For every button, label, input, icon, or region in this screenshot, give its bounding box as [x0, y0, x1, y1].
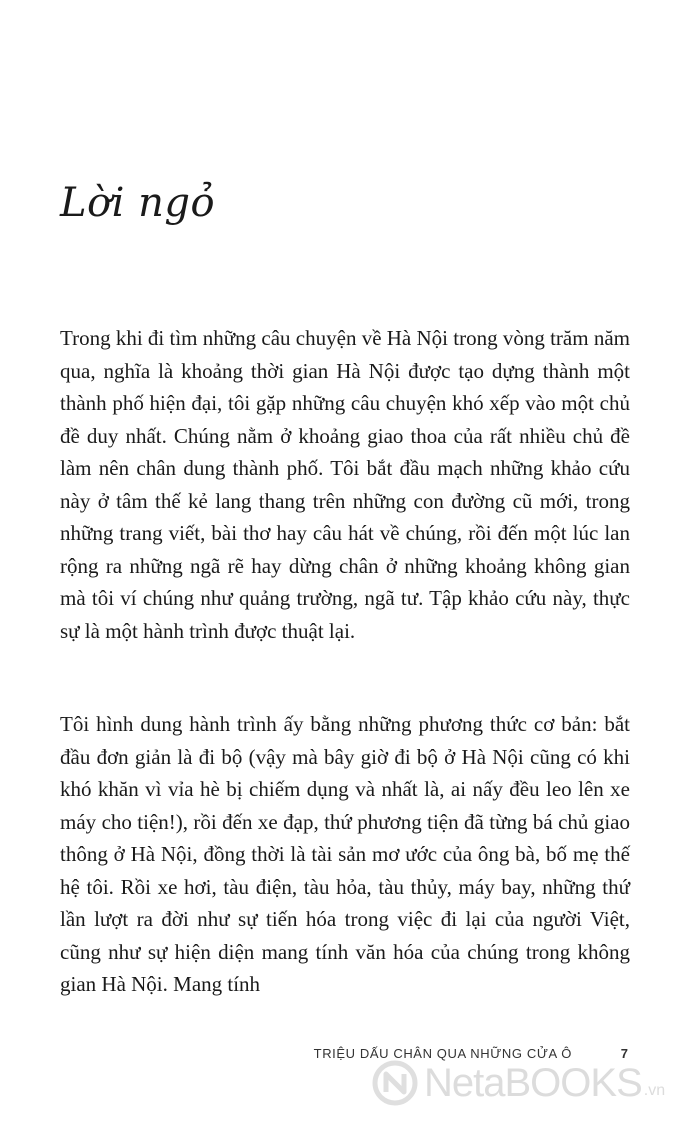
netabooks-logo-icon [372, 1060, 418, 1106]
chapter-heading: Lời ngỏ [60, 180, 216, 226]
paragraph-2: Tôi hình dung hành trình ấy bằng những phương thức cơ bản: bắt đầu đơn giản là đi bộ (vậy mà bây giờ đi bộ ở Hà Nội cũng có khi khó khăn vì vỉa hè bị chiếm dụng và nhất là, ai nấy đều leo lên xe máy cho tiện!), rồi đến xe đạp, thứ phương tiện đã từng bá chủ giao thông ở Hà Nội, đồng thời là tài sản mơ ước của ông bà, bố mẹ thế hệ tôi. Rồi xe hơi, tàu điện, tàu hỏa, tàu thủy, máy bay, những thứ lần lượt ra đời như sự tiến hóa trong việc đi lại của người Việt, cũng như sự hiện diện mang tính văn hóa của chúng trong không gian Hà Nội. Mang tính [60, 712, 630, 996]
watermark [372, 1057, 692, 1109]
running-head: TRIỆU DẤU CHÂN QUA NHỮNG CỬA Ô [313, 1046, 572, 1061]
paragraph-1: Trong khi đi tìm những câu chuyện về Hà Nội trong vòng trăm năm qua, nghĩa là khoảng thời gian Hà Nội được tạo dựng thành một thành phố hiện đại, tôi gặp những câu chuyện khó xếp vào một chủ đề duy nhất. Chúng nằm ở khoảng giao thoa của rất nhiều chủ đề làm nên chân dung thành phố. Tôi bắt đầu mạch những khảo cứu này ở tâm thế kẻ lang thang trên những con đường cũ mới, trong những trang viết, bài thơ hay câu hát về chúng, rồi đến một lúc lan rộng ra những ngã rẽ hay dừng chân ở những khoảng không gian mà tôi ví chúng như quảng trường, ngã tư. Tập khảo cứu này, thực sự là một hành trình được thuật lại. [60, 326, 630, 643]
page-number: 7 [620, 1046, 628, 1061]
watermark-brand: NetaBOOKS [424, 1061, 642, 1105]
watermark-domain: .vn [643, 1082, 666, 1099]
